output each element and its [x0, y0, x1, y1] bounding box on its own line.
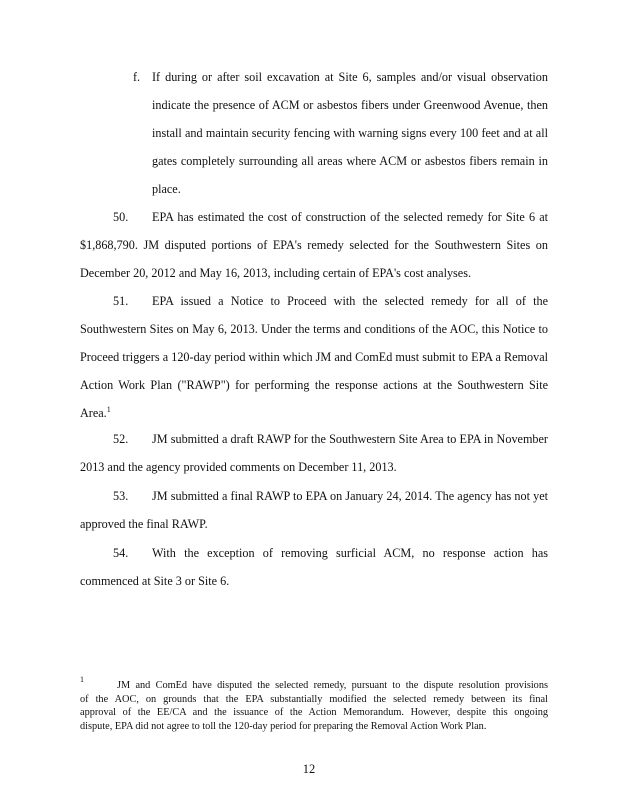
paragraph-number: 52. [113, 432, 129, 446]
item-line: place. [152, 182, 181, 196]
paragraph-line: December 20, 2012 and May 16, 2013, including certain of EPA's cost analyses. [80, 266, 471, 280]
paragraph-line: EPA issued a Notice to Proceed with the selected remedy for all of the [152, 294, 548, 308]
paragraph-number: 50. [113, 210, 129, 224]
footnote-line: approval of the EE/CA and the issuance of the Action Memorandum. However, despite this ongoing [80, 707, 548, 718]
paragraph-line: JM submitted a draft RAWP for the Southwestern Site Area to EPA in November [152, 432, 548, 446]
footnote-line: of the AOC, on grounds that the EPA substantially modified the selected remedy between its final [80, 693, 548, 705]
footnote-line: JM and ComEd have disputed the selected remedy, pursuant to the dispute resolution provisions [117, 680, 548, 691]
paragraph-line: JM submitted a final RAWP to EPA on January 24, 2014. The agency has not yet [152, 489, 548, 503]
footnote-marker: 1 [80, 675, 84, 684]
paragraph-number: 54. [113, 546, 129, 560]
paragraph-line: With the exception of removing surficial ACM, no response action has [152, 546, 548, 560]
item-line: indicate the presence of ACM or asbestos fibers under Greenwood Avenue, then [152, 98, 548, 112]
item-line: If during or after soil excavation at Site 6, samples and/or visual observation [152, 70, 548, 84]
paragraph-line: EPA has estimated the cost of construction of the selected remedy for Site 6 at [152, 210, 548, 224]
paragraph-line: Proceed triggers a 120-day period within which JM and ComEd must submit to EPA a Removal [80, 350, 548, 364]
paragraph-number: 51. [113, 294, 129, 308]
item-line: install and maintain security fencing with warning signs every 100 feet and at all [152, 126, 548, 140]
paragraph-line: approved the final RAWP. [80, 517, 208, 531]
item-line: gates completely surrounding all areas where ACM or asbestos fibers remain in [152, 154, 548, 168]
paragraph-line: $1,868,790. JM disputed portions of EPA's remedy selected for the Southwestern Sites on [80, 238, 548, 252]
paragraph-line: Area.$^1$ [80, 404, 111, 420]
footnote-line: dispute, EPA did not agree to toll the 120-day period for preparing the Removal Action Work Plan. [80, 720, 487, 732]
item-label: f. [133, 70, 141, 84]
paragraph-line: commenced at Site 3 or Site 6. [80, 574, 230, 588]
paragraph-line: Action Work Plan ("RAWP") for performing the response actions at the Southwestern Site [80, 378, 548, 392]
page-number: 12 [302, 762, 316, 776]
footnote-reference[interactable]: 1 [106, 404, 111, 414]
paragraph-number: 53. [113, 489, 129, 503]
paragraph-line: Southwestern Sites on May 6, 2013. Under the terms and conditions of the AOC, this Notice to [80, 322, 548, 336]
paragraph-line: 2013 and the agency provided comments on December 11, 2013. [80, 460, 397, 474]
